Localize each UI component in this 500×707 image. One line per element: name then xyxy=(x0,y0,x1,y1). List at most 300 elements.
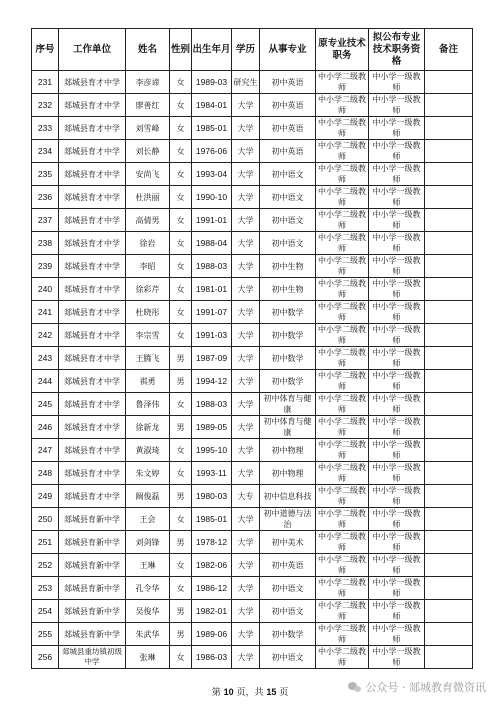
cell-serial: 241 xyxy=(32,301,59,324)
cell-unit: 郯城县育才中学 xyxy=(59,255,126,278)
table-row xyxy=(32,71,473,94)
footer-page-number: 10 xyxy=(223,687,234,697)
cell-gender: 男 xyxy=(170,416,192,439)
table-row xyxy=(32,646,473,669)
cell-birth: 1993-04 xyxy=(192,163,232,186)
cell-proposed-title: 中小学一级教师 xyxy=(369,301,425,324)
table-row xyxy=(32,508,473,531)
cell-unit: 郯城县育才中学 xyxy=(59,232,126,255)
cell-unit: 郯城县育才中学 xyxy=(59,393,126,416)
cell-remark xyxy=(425,324,473,347)
cell-birth: 1991-07 xyxy=(192,301,232,324)
table-row xyxy=(32,485,473,508)
cell-education: 大学 xyxy=(232,416,260,439)
table-row xyxy=(32,393,473,416)
cell-gender: 男 xyxy=(170,531,192,554)
cell-original-title: 中小学二级教师 xyxy=(316,301,369,324)
cell-unit: 郯城县育才中学 xyxy=(59,462,126,485)
cell-proposed-title: 中小学一级教师 xyxy=(369,370,425,393)
table-row xyxy=(32,278,473,301)
cell-original-title: 中小学二级教师 xyxy=(316,94,369,117)
footer-middle: 页，共 xyxy=(236,688,264,698)
table-row xyxy=(32,209,473,232)
cell-proposed-title: 中小学一级教师 xyxy=(369,623,425,646)
cell-gender: 女 xyxy=(170,71,192,94)
cell-subject: 初中数学 xyxy=(260,301,316,324)
cell-gender: 男 xyxy=(170,370,192,393)
watermark xyxy=(348,679,487,695)
cell-name: 安尚飞 xyxy=(126,163,170,186)
cell-birth: 1982-06 xyxy=(192,554,232,577)
cell-gender: 女 xyxy=(170,439,192,462)
cell-education: 大学 xyxy=(232,600,260,623)
cell-subject: 初中生物 xyxy=(260,255,316,278)
cell-birth: 1980-03 xyxy=(192,485,232,508)
cell-original-title: 中小学二级教师 xyxy=(316,623,369,646)
column-header: 从事专业 xyxy=(260,29,316,71)
table-row xyxy=(32,301,473,324)
footer-suffix: 页 xyxy=(279,688,289,698)
cell-unit: 郯城县育才中学 xyxy=(59,278,126,301)
table-body xyxy=(32,71,473,669)
cell-gender: 女 xyxy=(170,508,192,531)
cell-serial: 248 xyxy=(32,462,59,485)
cell-unit: 郯城县育才中学 xyxy=(59,416,126,439)
cell-subject: 初中英语 xyxy=(260,554,316,577)
cell-remark xyxy=(425,140,473,163)
table-header xyxy=(32,29,473,71)
cell-birth: 1990-10 xyxy=(192,186,232,209)
cell-proposed-title: 中小学一级教师 xyxy=(369,646,425,669)
cell-serial: 255 xyxy=(32,623,59,646)
cell-education: 大学 xyxy=(232,117,260,140)
cell-education: 大学 xyxy=(232,255,260,278)
cell-name: 徐岩 xyxy=(126,232,170,255)
cell-name: 阚俊磊 xyxy=(126,485,170,508)
cell-name: 刘剑锋 xyxy=(126,531,170,554)
cell-remark xyxy=(425,416,473,439)
column-header: 性别 xyxy=(170,29,192,71)
table-row xyxy=(32,94,473,117)
cell-remark xyxy=(425,278,473,301)
cell-subject: 初中数学 xyxy=(260,347,316,370)
cell-name: 王会 xyxy=(126,508,170,531)
cell-original-title: 中小学二级教师 xyxy=(316,531,369,554)
cell-gender: 女 xyxy=(170,278,192,301)
cell-original-title: 中小学二级教师 xyxy=(316,71,369,94)
cell-remark xyxy=(425,600,473,623)
table-row xyxy=(32,140,473,163)
cell-serial: 234 xyxy=(32,140,59,163)
cell-birth: 1995-10 xyxy=(192,439,232,462)
cell-name: 廖善红 xyxy=(126,94,170,117)
cell-proposed-title: 中小学一级教师 xyxy=(369,462,425,485)
table-row xyxy=(32,600,473,623)
cell-unit: 郯城县育才中学 xyxy=(59,347,126,370)
cell-proposed-title: 中小学一级教师 xyxy=(369,439,425,462)
cell-unit: 郯城县育才中学 xyxy=(59,485,126,508)
cell-education: 大学 xyxy=(232,140,260,163)
cell-education: 大学 xyxy=(232,163,260,186)
cell-unit: 郯城县育新中学 xyxy=(59,577,126,600)
cell-name: 高倩男 xyxy=(126,209,170,232)
roster-table xyxy=(31,28,473,669)
cell-proposed-title: 中小学一级教师 xyxy=(369,71,425,94)
cell-education: 大学 xyxy=(232,646,260,669)
cell-birth: 1981-01 xyxy=(192,278,232,301)
cell-birth: 1993-11 xyxy=(192,462,232,485)
cell-subject: 初中英语 xyxy=(260,71,316,94)
cell-proposed-title: 中小学一级教师 xyxy=(369,117,425,140)
table-row xyxy=(32,462,473,485)
cell-subject: 初中英语 xyxy=(260,117,316,140)
cell-proposed-title: 中小学一级教师 xyxy=(369,255,425,278)
cell-subject: 初中语文 xyxy=(260,600,316,623)
cell-education: 大学 xyxy=(232,623,260,646)
cell-original-title: 中小学二级教师 xyxy=(316,232,369,255)
cell-proposed-title: 中小学一级教师 xyxy=(369,508,425,531)
table-row xyxy=(32,347,473,370)
column-header: 学历 xyxy=(232,29,260,71)
cell-gender: 女 xyxy=(170,94,192,117)
table-row xyxy=(32,416,473,439)
cell-serial: 256 xyxy=(32,646,59,669)
cell-education: 大学 xyxy=(232,439,260,462)
cell-remark xyxy=(425,623,473,646)
cell-subject: 初中语文 xyxy=(260,232,316,255)
cell-original-title: 中小学二级教师 xyxy=(316,117,369,140)
cell-proposed-title: 中小学一级教师 xyxy=(369,278,425,301)
cell-name: 吴俊华 xyxy=(126,600,170,623)
cell-name: 徐新龙 xyxy=(126,416,170,439)
cell-education: 大学 xyxy=(232,531,260,554)
cell-subject: 初中体育与健康 xyxy=(260,416,316,439)
cell-remark xyxy=(425,531,473,554)
cell-serial: 243 xyxy=(32,347,59,370)
cell-serial: 251 xyxy=(32,531,59,554)
cell-name: 刘长静 xyxy=(126,140,170,163)
cell-gender: 男 xyxy=(170,347,192,370)
cell-subject: 初中英语 xyxy=(260,140,316,163)
cell-name: 刘雪峰 xyxy=(126,117,170,140)
column-header: 出生年月 xyxy=(192,29,232,71)
cell-subject: 初中语文 xyxy=(260,186,316,209)
cell-subject: 初中语文 xyxy=(260,163,316,186)
cell-gender: 男 xyxy=(170,623,192,646)
watermark-text: 公众号 · 郯城教育微资讯 xyxy=(365,681,486,694)
cell-birth: 1988-03 xyxy=(192,255,232,278)
cell-unit: 郯城县重坊镇初级中学 xyxy=(59,646,126,669)
cell-gender: 女 xyxy=(170,324,192,347)
cell-unit: 郯城县育才中学 xyxy=(59,140,126,163)
cell-original-title: 中小学二级教师 xyxy=(316,485,369,508)
cell-education: 大学 xyxy=(232,508,260,531)
table-row xyxy=(32,577,473,600)
cell-serial: 238 xyxy=(32,232,59,255)
cell-subject: 初中体育与健康 xyxy=(260,393,316,416)
cell-gender: 男 xyxy=(170,485,192,508)
cell-birth: 1982-01 xyxy=(192,600,232,623)
cell-education: 大专 xyxy=(232,485,260,508)
cell-unit: 郯城县育新中学 xyxy=(59,554,126,577)
cell-birth: 1984-01 xyxy=(192,94,232,117)
cell-birth: 1989-05 xyxy=(192,416,232,439)
cell-unit: 郯城县育才中学 xyxy=(59,71,126,94)
column-header: 姓名 xyxy=(126,29,170,71)
footer-prefix: 第 xyxy=(211,688,221,698)
cell-serial: 237 xyxy=(32,209,59,232)
cell-serial: 233 xyxy=(32,117,59,140)
cell-subject: 初中数学 xyxy=(260,623,316,646)
table-row xyxy=(32,255,473,278)
cell-proposed-title: 中小学一级教师 xyxy=(369,163,425,186)
cell-name: 王腾飞 xyxy=(126,347,170,370)
cell-proposed-title: 中小学一级教师 xyxy=(369,600,425,623)
footer-total-pages: 15 xyxy=(266,687,277,697)
cell-education: 大学 xyxy=(232,324,260,347)
cell-gender: 女 xyxy=(170,393,192,416)
cell-gender: 女 xyxy=(170,163,192,186)
cell-name: 徐彩芹 xyxy=(126,278,170,301)
cell-name: 杜洪丽 xyxy=(126,186,170,209)
cell-original-title: 中小学二级教师 xyxy=(316,554,369,577)
cell-proposed-title: 中小学一级教师 xyxy=(369,531,425,554)
cell-serial: 231 xyxy=(32,71,59,94)
cell-original-title: 中小学二级教师 xyxy=(316,600,369,623)
cell-name: 张琳 xyxy=(126,646,170,669)
cell-original-title: 中小学二级教师 xyxy=(316,416,369,439)
cell-birth: 1985-01 xyxy=(192,117,232,140)
column-header: 原专业技术职务 xyxy=(316,29,369,71)
cell-birth: 1976-06 xyxy=(192,140,232,163)
cell-remark xyxy=(425,439,473,462)
cell-serial: 244 xyxy=(32,370,59,393)
cell-education: 大学 xyxy=(232,347,260,370)
cell-original-title: 中小学二级教师 xyxy=(316,370,369,393)
cell-gender: 女 xyxy=(170,646,192,669)
cell-remark xyxy=(425,577,473,600)
cell-original-title: 中小学二级教师 xyxy=(316,508,369,531)
header-row xyxy=(32,29,473,71)
cell-remark xyxy=(425,370,473,393)
cell-gender: 男 xyxy=(170,600,192,623)
table-row xyxy=(32,186,473,209)
cell-serial: 240 xyxy=(32,278,59,301)
cell-education: 大学 xyxy=(232,554,260,577)
cell-unit: 郯城县育才中学 xyxy=(59,301,126,324)
cell-birth: 1991-03 xyxy=(192,324,232,347)
cell-subject: 初中语文 xyxy=(260,577,316,600)
cell-proposed-title: 中小学一级教师 xyxy=(369,416,425,439)
column-header: 序号 xyxy=(32,29,59,71)
cell-gender: 女 xyxy=(170,117,192,140)
cell-proposed-title: 中小学一级教师 xyxy=(369,485,425,508)
cell-unit: 郯城县育新中学 xyxy=(59,600,126,623)
cell-education: 大学 xyxy=(232,209,260,232)
cell-name: 孔令华 xyxy=(126,577,170,600)
cell-unit: 郯城县育才中学 xyxy=(59,209,126,232)
cell-proposed-title: 中小学一级教师 xyxy=(369,577,425,600)
cell-original-title: 中小学二级教师 xyxy=(316,577,369,600)
table-row xyxy=(32,370,473,393)
cell-serial: 249 xyxy=(32,485,59,508)
table-row xyxy=(32,163,473,186)
cell-serial: 245 xyxy=(32,393,59,416)
cell-education: 大学 xyxy=(232,462,260,485)
cell-proposed-title: 中小学一级教师 xyxy=(369,347,425,370)
table-row xyxy=(32,623,473,646)
cell-remark xyxy=(425,554,473,577)
cell-name: 李昭 xyxy=(126,255,170,278)
cell-remark xyxy=(425,209,473,232)
cell-serial: 246 xyxy=(32,416,59,439)
cell-unit: 郯城县育才中学 xyxy=(59,324,126,347)
cell-remark xyxy=(425,117,473,140)
cell-education: 大学 xyxy=(232,393,260,416)
cell-gender: 女 xyxy=(170,554,192,577)
cell-serial: 247 xyxy=(32,439,59,462)
cell-unit: 郯城县育才中学 xyxy=(59,163,126,186)
cell-original-title: 中小学二级教师 xyxy=(316,646,369,669)
cell-remark xyxy=(425,508,473,531)
cell-original-title: 中小学二级教师 xyxy=(316,439,369,462)
cell-birth: 1988-04 xyxy=(192,232,232,255)
table-row xyxy=(32,439,473,462)
cell-serial: 254 xyxy=(32,600,59,623)
cell-birth: 1986-12 xyxy=(192,577,232,600)
cell-gender: 女 xyxy=(170,255,192,278)
cell-serial: 239 xyxy=(32,255,59,278)
cell-name: 朱武华 xyxy=(126,623,170,646)
cell-gender: 女 xyxy=(170,186,192,209)
cell-proposed-title: 中小学一级教师 xyxy=(369,393,425,416)
cell-proposed-title: 中小学一级教师 xyxy=(369,554,425,577)
cell-education: 大学 xyxy=(232,278,260,301)
cell-gender: 女 xyxy=(170,301,192,324)
cell-birth: 1989-06 xyxy=(192,623,232,646)
cell-unit: 郯城县育新中学 xyxy=(59,508,126,531)
cell-name: 杜晓彤 xyxy=(126,301,170,324)
cell-subject: 初中信息科技 xyxy=(260,485,316,508)
table-row xyxy=(32,324,473,347)
cell-original-title: 中小学二级教师 xyxy=(316,347,369,370)
cell-remark xyxy=(425,186,473,209)
cell-serial: 236 xyxy=(32,186,59,209)
cell-serial: 235 xyxy=(32,163,59,186)
cell-education: 研究生 xyxy=(232,71,260,94)
cell-subject: 初中语文 xyxy=(260,209,316,232)
cell-unit: 郯城县育新中学 xyxy=(59,531,126,554)
column-header: 备注 xyxy=(425,29,473,71)
cell-remark xyxy=(425,94,473,117)
cell-proposed-title: 中小学一级教师 xyxy=(369,209,425,232)
cell-gender: 女 xyxy=(170,577,192,600)
cell-remark xyxy=(425,462,473,485)
cell-serial: 250 xyxy=(32,508,59,531)
cell-original-title: 中小学二级教师 xyxy=(316,209,369,232)
cell-original-title: 中小学二级教师 xyxy=(316,255,369,278)
cell-remark xyxy=(425,301,473,324)
column-header: 工作单位 xyxy=(59,29,126,71)
cell-education: 大学 xyxy=(232,94,260,117)
cell-subject: 初中物理 xyxy=(260,439,316,462)
cell-education: 大学 xyxy=(232,577,260,600)
cell-remark xyxy=(425,646,473,669)
cell-unit: 郯城县育才中学 xyxy=(59,117,126,140)
cell-subject: 初中语文 xyxy=(260,646,316,669)
cell-education: 大学 xyxy=(232,186,260,209)
cell-original-title: 中小学二级教师 xyxy=(316,140,369,163)
cell-remark xyxy=(425,255,473,278)
cell-subject: 初中道德与法治 xyxy=(260,508,316,531)
cell-birth: 1994-12 xyxy=(192,370,232,393)
cell-proposed-title: 中小学一级教师 xyxy=(369,186,425,209)
cell-birth: 1989-03 xyxy=(192,71,232,94)
cell-gender: 女 xyxy=(170,209,192,232)
cell-proposed-title: 中小学一级教师 xyxy=(369,94,425,117)
cell-name: 黄淑琦 xyxy=(126,439,170,462)
cell-birth: 1986-03 xyxy=(192,646,232,669)
cell-original-title: 中小学二级教师 xyxy=(316,186,369,209)
cell-original-title: 中小学二级教师 xyxy=(316,278,369,301)
cell-proposed-title: 中小学一级教师 xyxy=(369,324,425,347)
cell-subject: 初中物理 xyxy=(260,462,316,485)
cell-original-title: 中小学二级教师 xyxy=(316,163,369,186)
wechat-icon xyxy=(348,681,362,693)
cell-unit: 郯城县育才中学 xyxy=(59,94,126,117)
cell-original-title: 中小学二级教师 xyxy=(316,393,369,416)
cell-remark xyxy=(425,485,473,508)
cell-proposed-title: 中小学一级教师 xyxy=(369,140,425,163)
cell-remark xyxy=(425,163,473,186)
cell-serial: 252 xyxy=(32,554,59,577)
cell-gender: 女 xyxy=(170,232,192,255)
cell-serial: 232 xyxy=(32,94,59,117)
cell-birth: 1985-01 xyxy=(192,508,232,531)
cell-birth: 1987-09 xyxy=(192,347,232,370)
cell-unit: 郯城县育才中学 xyxy=(59,439,126,462)
cell-subject: 初中数学 xyxy=(260,324,316,347)
cell-birth: 1991-01 xyxy=(192,209,232,232)
cell-gender: 女 xyxy=(170,462,192,485)
cell-remark xyxy=(425,232,473,255)
cell-name: 王琳 xyxy=(126,554,170,577)
cell-subject: 初中数学 xyxy=(260,370,316,393)
cell-education: 大学 xyxy=(232,232,260,255)
table-row xyxy=(32,232,473,255)
cell-birth: 1978-12 xyxy=(192,531,232,554)
cell-education: 大学 xyxy=(232,370,260,393)
cell-unit: 郯城县育才中学 xyxy=(59,370,126,393)
cell-subject: 初中生物 xyxy=(260,278,316,301)
cell-subject: 初中美术 xyxy=(260,531,316,554)
cell-serial: 253 xyxy=(32,577,59,600)
cell-name: 朱文婷 xyxy=(126,462,170,485)
cell-subject: 初中英语 xyxy=(260,94,316,117)
cell-name: 祺勇 xyxy=(126,370,170,393)
cell-name: 李彦谛 xyxy=(126,71,170,94)
cell-original-title: 中小学二级教师 xyxy=(316,462,369,485)
cell-name: 鲁泽伟 xyxy=(126,393,170,416)
cell-serial: 242 xyxy=(32,324,59,347)
cell-gender: 女 xyxy=(170,140,192,163)
table-row xyxy=(32,554,473,577)
cell-proposed-title: 中小学一级教师 xyxy=(369,232,425,255)
cell-remark xyxy=(425,71,473,94)
table-row xyxy=(32,117,473,140)
cell-remark xyxy=(425,393,473,416)
cell-unit: 郯城县育才中学 xyxy=(59,186,126,209)
